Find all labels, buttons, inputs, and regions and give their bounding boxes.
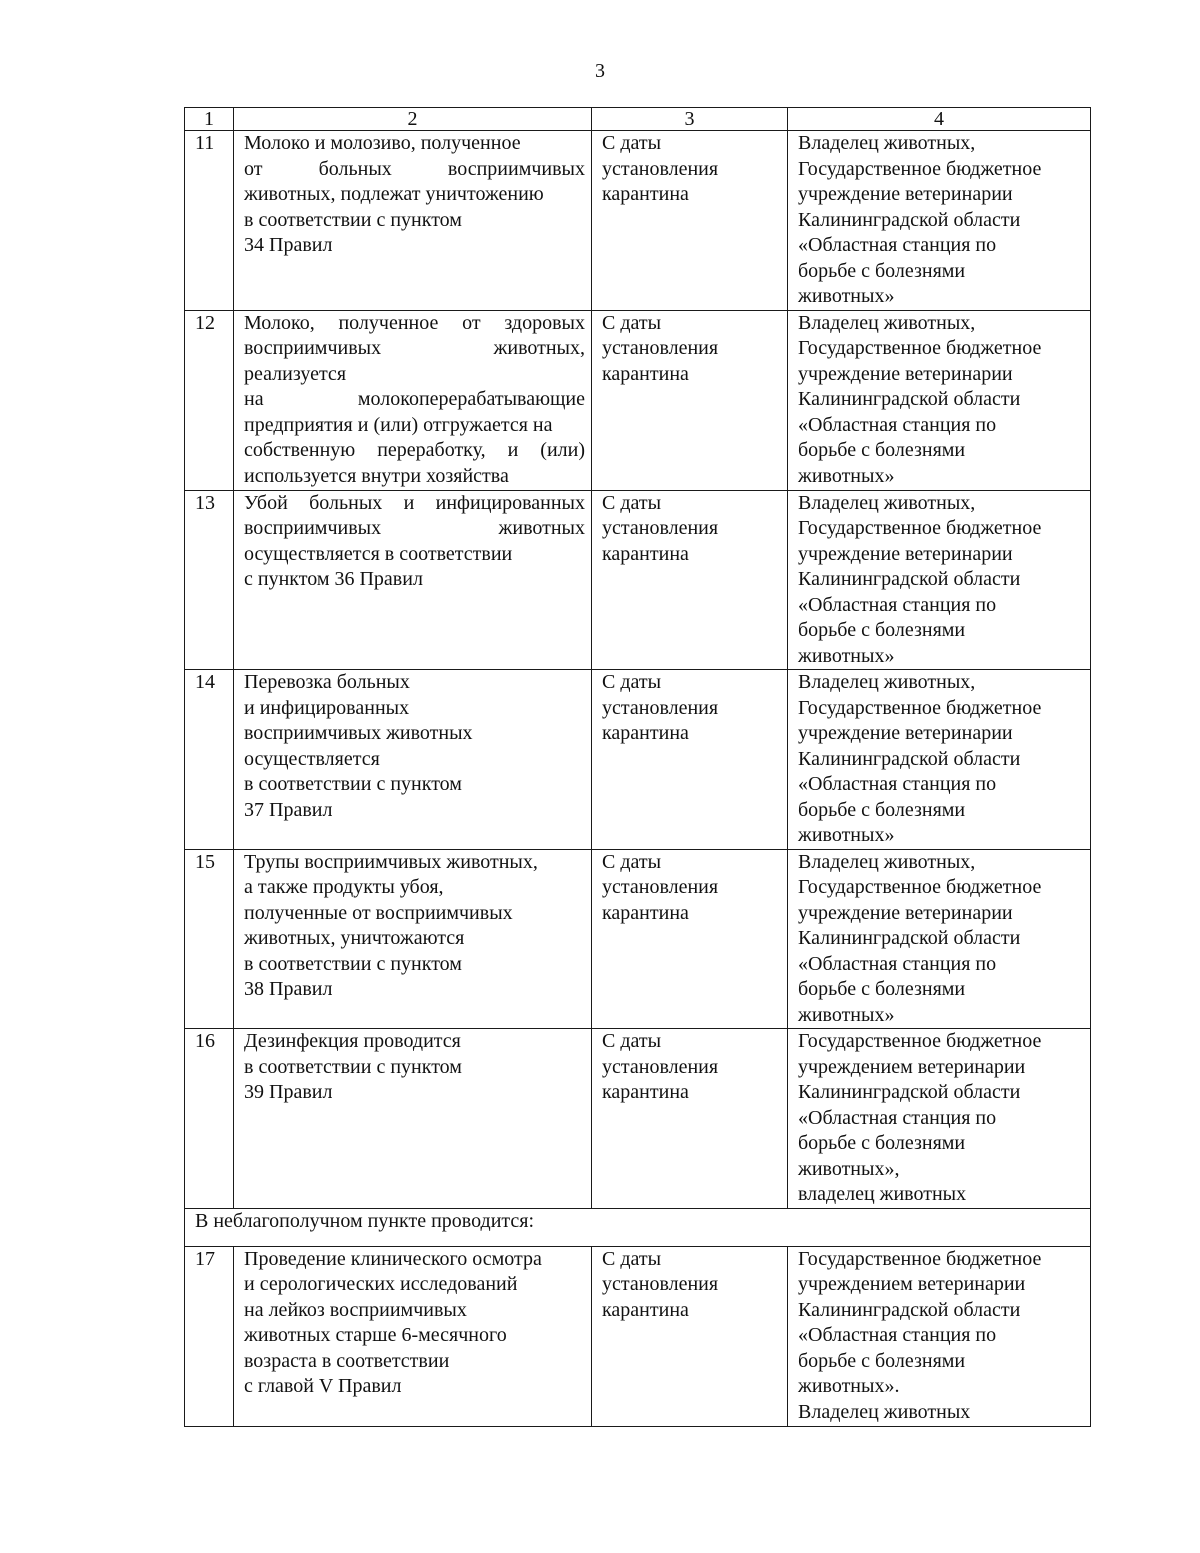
timing-line: С даты xyxy=(602,1030,662,1052)
responsible-line: учреждением ветеринарии xyxy=(798,1055,1026,1078)
timing-cell xyxy=(592,131,788,311)
timing-line: установления xyxy=(602,876,719,898)
measure-line: а также продукты убоя, xyxy=(244,876,444,898)
row-number: 13 xyxy=(185,490,234,670)
responsible-line: «Областная станция по xyxy=(798,413,997,436)
responsible-line: Государственное бюджетное xyxy=(798,696,1042,719)
responsible-line: Калининградской области xyxy=(798,208,1021,231)
measure-line: предприятия и (или) отгружается на xyxy=(244,413,553,436)
measure-line: собственную переработку, и (или) xyxy=(244,439,585,461)
timing-line: установления xyxy=(602,1273,719,1295)
measure-line: с пунктом 36 Правил xyxy=(244,568,423,590)
header-col-1: 1 xyxy=(185,108,234,131)
measure-line: с главой V Правил xyxy=(244,1375,402,1397)
timing-line: карантина xyxy=(602,542,689,565)
responsible-line: Владелец животных, xyxy=(798,311,976,334)
responsible-line: животных» xyxy=(798,1003,895,1026)
table-row xyxy=(185,1029,1091,1209)
responsible-line: Государственное бюджетное xyxy=(798,517,1042,539)
measure-line: Убой больных и инфицированных xyxy=(244,491,585,514)
responsible-line: Калининградской области xyxy=(798,568,1021,590)
responsible-line: Калининградской области xyxy=(798,1298,1021,1321)
row-number: 11 xyxy=(185,131,234,311)
measure-line: в соответствии с пунктом xyxy=(244,1055,462,1078)
responsible-line: Государственное бюджетное xyxy=(798,1247,1042,1270)
table-row xyxy=(185,310,1091,490)
responsible-line: животных» xyxy=(798,285,895,307)
responsible-line: Владелец животных, xyxy=(798,850,976,873)
measure-line: реализуется xyxy=(244,362,347,385)
timing-line: карантина xyxy=(602,183,689,205)
timing-line: карантина xyxy=(602,1298,689,1321)
measure-line: 38 Правил xyxy=(244,978,333,1000)
responsible-line: борьбе с болезнями xyxy=(798,978,966,1000)
responsible-line: Государственное бюджетное xyxy=(798,157,1042,180)
measure-line: восприимчивых животных, xyxy=(244,337,585,359)
row-number: 17 xyxy=(185,1246,234,1426)
timing-line: установления xyxy=(602,517,719,539)
measure-line: в соответствии с пунктом xyxy=(244,952,462,975)
responsible-line: борьбе с болезнями xyxy=(798,1349,966,1372)
timing-cell xyxy=(592,670,788,850)
table-row xyxy=(185,849,1091,1029)
timing-cell xyxy=(592,310,788,490)
section-heading: В неблагополучном пункте проводится: xyxy=(185,1208,1091,1246)
header-col-3: 3 xyxy=(592,108,788,131)
responsible-line: Калининградской области xyxy=(798,927,1021,949)
timing-line: установления xyxy=(602,1055,719,1078)
table-row xyxy=(185,1246,1091,1426)
measure-cell xyxy=(234,1246,592,1426)
measure-line: на лейкоз восприимчивых xyxy=(244,1298,467,1321)
responsible-cell xyxy=(788,1246,1091,1426)
responsible-line: животных», xyxy=(798,1157,900,1180)
responsible-line: животных». xyxy=(798,1375,900,1397)
measure-cell xyxy=(234,849,592,1029)
measure-line: животных старше 6-месячного xyxy=(244,1324,507,1346)
timing-line: установления xyxy=(602,337,719,359)
responsible-cell xyxy=(788,490,1091,670)
responsible-line: учреждение ветеринарии xyxy=(798,722,1013,744)
row-number: 15 xyxy=(185,849,234,1029)
measure-line: используется внутри хозяйства xyxy=(244,464,509,487)
measure-cell xyxy=(234,490,592,670)
responsible-line: владелец животных xyxy=(798,1183,967,1205)
timing-line: карантина xyxy=(602,1081,689,1103)
responsible-line: Государственное бюджетное xyxy=(798,876,1042,898)
timing-line: С даты xyxy=(602,1247,662,1270)
responsible-line: «Областная станция по xyxy=(798,773,997,795)
measure-cell xyxy=(234,670,592,850)
responsible-line: Владелец животных, xyxy=(798,132,976,154)
row-number: 12 xyxy=(185,310,234,490)
responsible-line: борьбе с болезнями xyxy=(798,439,966,461)
responsible-line: учреждение ветеринарии xyxy=(798,901,1013,924)
responsible-line: Калининградской области xyxy=(798,747,1021,770)
responsible-cell xyxy=(788,670,1091,850)
responsible-line: борьбе с болезнями xyxy=(798,1132,966,1154)
measure-line: Молоко, полученное от здоровых xyxy=(244,311,585,334)
measure-line: от больных восприимчивых xyxy=(244,157,585,180)
measure-line: и серологических исследований xyxy=(244,1273,518,1295)
responsible-cell xyxy=(788,849,1091,1029)
measure-cell xyxy=(234,131,592,311)
responsible-line: «Областная станция по xyxy=(798,593,997,616)
responsible-line: животных» xyxy=(798,464,895,487)
measure-cell xyxy=(234,1029,592,1209)
timing-line: установления xyxy=(602,157,719,180)
row-number: 14 xyxy=(185,670,234,850)
measures-table xyxy=(184,107,1091,1427)
responsible-line: животных» xyxy=(798,644,895,667)
responsible-line: «Областная станция по xyxy=(798,1106,997,1129)
responsible-line: борьбе с болезнями xyxy=(798,259,966,282)
row-number: 16 xyxy=(185,1029,234,1209)
timing-line: С даты xyxy=(602,671,662,693)
timing-line: установления xyxy=(602,696,719,719)
responsible-line: учреждение ветеринарии xyxy=(798,183,1013,205)
measure-line: в соответствии с пунктом xyxy=(244,208,462,231)
table-row xyxy=(185,131,1091,311)
responsible-line: Государственное бюджетное xyxy=(798,1030,1042,1052)
measure-line: Молоко и молозиво, полученное xyxy=(244,132,521,154)
measure-line: восприимчивых животных xyxy=(244,517,585,539)
timing-line: карантина xyxy=(602,901,689,924)
responsible-line: «Областная станция по xyxy=(798,1324,997,1346)
measure-line: Перевозка больных xyxy=(244,671,410,693)
section-row xyxy=(185,1208,1091,1246)
measure-line: Дезинфекция проводится xyxy=(244,1030,461,1052)
timing-cell xyxy=(592,1246,788,1426)
measure-line: животных, уничтожаются xyxy=(244,927,465,949)
measure-cell xyxy=(234,310,592,490)
measure-line: 34 Правил xyxy=(244,234,333,256)
responsible-line: борьбе с болезнями xyxy=(798,619,966,641)
measure-line: осуществляется xyxy=(244,747,380,770)
measure-line: 39 Правил xyxy=(244,1081,333,1103)
measure-line: осуществляется в соответствии xyxy=(244,542,513,565)
timing-cell xyxy=(592,490,788,670)
responsible-line: Владелец животных, xyxy=(798,491,976,514)
timing-line: карантина xyxy=(602,362,689,385)
responsible-cell xyxy=(788,310,1091,490)
responsible-cell xyxy=(788,131,1091,311)
header-col-2: 2 xyxy=(234,108,592,131)
timing-line: С даты xyxy=(602,491,662,514)
header-col-4: 4 xyxy=(788,108,1091,131)
responsible-line: Владелец животных, xyxy=(798,671,976,693)
measure-line: 37 Правил xyxy=(244,798,333,821)
responsible-line: Владелец животных xyxy=(798,1400,971,1423)
table-row xyxy=(185,670,1091,850)
measure-line: и инфицированных xyxy=(244,696,410,719)
page-number: 3 xyxy=(595,60,605,82)
responsible-line: Государственное бюджетное xyxy=(798,337,1042,359)
timing-line: карантина xyxy=(602,722,689,744)
measure-line: на молокоперерабатывающие xyxy=(244,388,585,410)
header-row xyxy=(185,108,1091,131)
timing-cell xyxy=(592,849,788,1029)
measure-line: восприимчивых животных xyxy=(244,722,473,744)
measure-line: полученные от восприимчивых xyxy=(244,901,513,924)
responsible-line: Калининградской области xyxy=(798,388,1021,410)
timing-line: С даты xyxy=(602,311,662,334)
responsible-line: учреждение ветеринарии xyxy=(798,542,1013,565)
timing-line: С даты xyxy=(602,850,662,873)
responsible-line: учреждение ветеринарии xyxy=(798,362,1013,385)
timing-cell xyxy=(592,1029,788,1209)
timing-line: С даты xyxy=(602,132,662,154)
responsible-line: «Областная станция по xyxy=(798,234,997,256)
table-row xyxy=(185,490,1091,670)
measure-line: возраста в соответствии xyxy=(244,1349,450,1372)
responsible-cell xyxy=(788,1029,1091,1209)
responsible-line: «Областная станция по xyxy=(798,952,997,975)
measure-line: Проведение клинического осмотра xyxy=(244,1247,542,1270)
responsible-line: учреждением ветеринарии xyxy=(798,1273,1026,1295)
measure-line: Трупы восприимчивых животных, xyxy=(244,850,538,873)
responsible-line: Калининградской области xyxy=(798,1081,1021,1103)
measure-line: животных, подлежат уничтожению xyxy=(244,183,544,205)
responsible-line: животных» xyxy=(798,824,895,846)
measure-line: в соответствии с пунктом xyxy=(244,773,462,795)
responsible-line: борьбе с болезнями xyxy=(798,798,966,821)
